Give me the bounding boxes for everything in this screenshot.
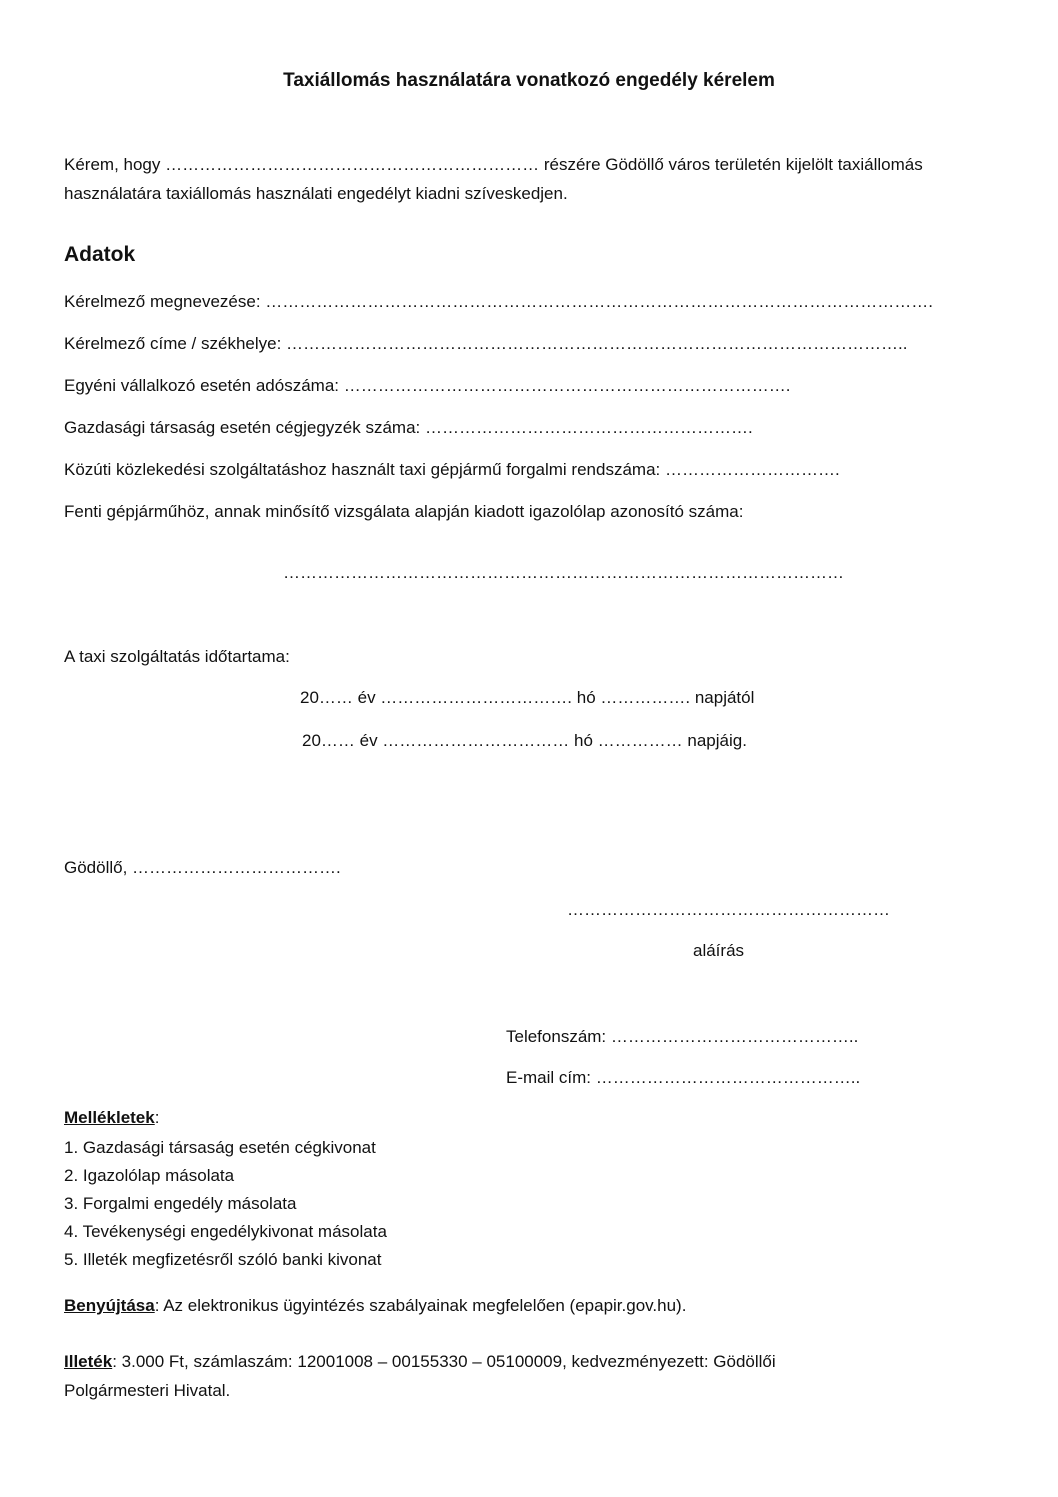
license-plate-blank[interactable]: …………………………. [664, 460, 840, 479]
intro-line-1 [64, 155, 923, 175]
certificate-id-blank[interactable]: ……………………………………………………………………………………… [283, 563, 844, 582]
applicant-name-blank[interactable]: ………………………………………………………………………………………………………. [265, 292, 934, 311]
field-label: Közúti közlekedési szolgáltatáshoz használt taxi gépjármű forgalmi rendszáma: [64, 460, 665, 479]
submission-label: Benyújtása [64, 1296, 155, 1315]
attachments-heading-label: Mellékletek [64, 1108, 155, 1127]
email-field[interactable]: E-mail cím: ……………………………………….. [506, 1068, 861, 1087]
attachment-item: 2. Igazolólap másolata [64, 1166, 235, 1185]
place-date[interactable]: Gödöllő, ………………………………. [64, 858, 341, 877]
field-certificate-id [64, 502, 743, 522]
intro-line-2: használatára taxiállomás használati engedélyt kiadni szíveskedjen. [64, 184, 568, 203]
fee-line-1 [64, 1352, 776, 1372]
fee-line-2: Polgármesteri Hivatal. [64, 1381, 231, 1400]
field-tax-number [64, 376, 790, 396]
signature-label: aláírás [693, 941, 745, 960]
field-label: Gazdasági társaság esetén cégjegyzék száma: [64, 418, 425, 437]
attachment-item: 3. Forgalmi engedély másolata [64, 1194, 297, 1213]
attachment-item: 1. Gazdasági társaság esetén cégkivonat [64, 1138, 376, 1157]
submission-text: : Az elektronikus ügyintézés szabályainak megfelelően (epapir.gov.hu). [154, 1296, 687, 1315]
phone-field[interactable]: Telefonszám: …………………………………….. [506, 1027, 859, 1046]
intro-prefix: Kérem, hogy [64, 155, 166, 174]
section-heading-adatok: Adatok [64, 243, 136, 266]
duration-label: A taxi szolgáltatás időtartama: [64, 647, 290, 666]
field-label: Kérelmező címe / székhelye: [64, 334, 287, 353]
field-label: Kérelmező megnevezése: [64, 292, 266, 311]
field-license-plate [64, 460, 840, 480]
fee-text: : 3.000 Ft, számlaszám: 12001008 – 00155330 – 05100009, kedvezményezett: Gödöllői [112, 1352, 776, 1371]
attachment-item: 5. Illeték megfizetésről szóló banki kivonat [64, 1250, 382, 1269]
field-label: Egyéni vállalkozó esetén adószáma: [64, 376, 344, 395]
duration-from[interactable]: 20…… év ……………………………. hó ……………. napjától [300, 688, 755, 707]
duration-to[interactable]: 20…… év …………………………… hó …………… napjáig. [302, 731, 747, 750]
fee-label: Illeték [64, 1352, 113, 1371]
signature-line[interactable]: ………………………………………………… [567, 900, 890, 919]
field-company-registration [64, 418, 753, 438]
field-label: Fenti gépjárműhöz, annak minősítő vizsgálata alapján kiadott igazolólap azonosító száma: [64, 502, 744, 521]
company-registration-blank[interactable]: …………………………………………………. [424, 418, 753, 437]
attachments-heading-colon: : [154, 1108, 160, 1127]
applicant-address-blank[interactable]: ……………………………………………………………………………………………….. [286, 334, 908, 353]
attachments-heading [64, 1108, 159, 1128]
intro-suffix: részére Gödöllő város területén kijelölt taxiállomás [539, 155, 923, 174]
field-applicant-name [64, 292, 933, 312]
tax-number-blank[interactable]: ……………………………………………………………………. [343, 376, 791, 395]
attachment-item: 4. Tevékenységi engedélykivonat másolata [64, 1222, 387, 1241]
submission-line [64, 1296, 686, 1316]
beneficiary-blank[interactable]: ………………………………………………………… [165, 155, 540, 174]
field-applicant-address [64, 334, 907, 354]
document-title: Taxiállomás használatára vonatkozó engedély kérelem [283, 70, 775, 91]
